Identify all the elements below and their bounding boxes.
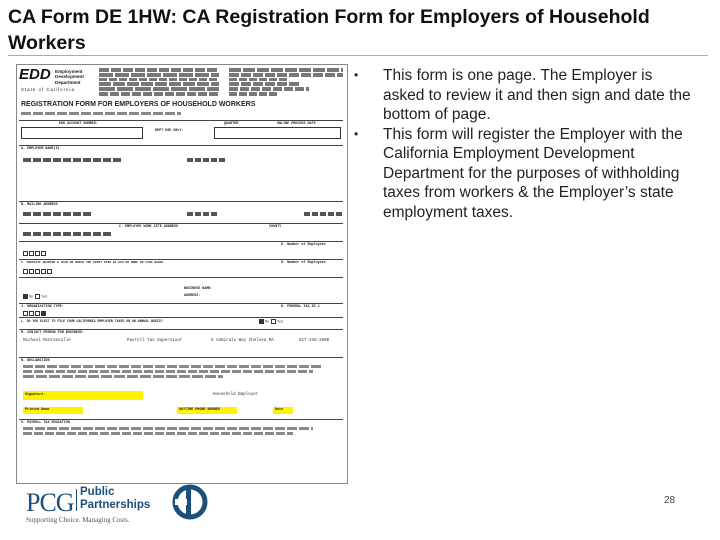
dc-logo-icon	[172, 482, 208, 522]
section-f: F. INDICATE QUARTER & YEAR IN WHICH YOU FIRST PAID $1,000 OR MORE IN CASH WAGES G. Number of Employees	[19, 259, 343, 278]
pcg-letters: PCG	[26, 488, 74, 517]
signature-label: Signature:	[25, 393, 46, 397]
bullet-item: • This form is one page. The Employer is asked to review it and then sign and date the bottom of page.	[354, 67, 691, 123]
edd-logo: EDD	[19, 66, 51, 83]
form-instructions-block	[99, 68, 219, 96]
section-o: O. PAYROLL TAX EDUCATION	[19, 419, 343, 450]
section-b: B. MAILING ADDRESS	[19, 201, 343, 220]
bullet-list	[352, 66, 692, 222]
edd-mailing-address-block	[229, 68, 343, 96]
section-j-k: J. ORGANIZATION TYPE: K. FEDERAL TAX ID #	[19, 303, 343, 318]
section-h-i: BUSINESS NAME: ADDRESS: No Yes	[19, 277, 343, 304]
section-m: M. CONTACT PERSON FOR BUSINESS: Michael McGranville Payroll Tax Supervisor 6 Admirals Way Chelsea MA 617-336-2000	[19, 329, 343, 356]
account-row: EDD ACCOUNT NUMBER: DEPT USE ONLY: QUARTER ONLINE PROCESS DATE	[19, 120, 343, 139]
state-of-california: State of California	[21, 87, 75, 92]
section-a: A. EMPLOYER NAME(S)	[19, 145, 343, 172]
title-divider	[8, 55, 708, 56]
bullet-item: • This form will register the Employer with the California Employment Development Department for the purposes of withholding taxes from workers & the Employer’s state employment taxes.	[354, 125, 683, 221]
print-name-label: Printed Name	[25, 408, 50, 412]
date-label: Date	[275, 408, 284, 412]
form-title: REGISTRATION FORM FOR EMPLOYERS OF HOUSEHOLD WORKERS	[21, 101, 256, 108]
form-subtitle	[21, 112, 181, 115]
form-de1hw-image	[16, 64, 348, 484]
phone-label: DAYTIME PHONE NUMBER	[179, 408, 220, 412]
bullet-dot-icon: •	[354, 68, 359, 82]
signature-title-value: Household Employer	[213, 393, 259, 397]
edd-agency-name: Employment Development Department	[55, 69, 84, 85]
public-partnerships-name: Public Partnerships	[80, 486, 151, 511]
pcg-tagline: Supporting Choice. Managing Costs.	[26, 516, 130, 524]
section-n: N. DECLARATION	[19, 357, 343, 388]
section-d-e: E. Number of Employees	[19, 241, 343, 260]
logo-separator	[76, 489, 77, 511]
slide-title: CA Form DE 1HW: CA Registration Form for Employers of Household Workers	[8, 6, 650, 54]
section-l: L. DO YOU ELECT TO FILE YOUR CALIFORNIA EMPLOYER TAXES ON AN ANNUAL BASIS? No Yes	[19, 317, 343, 328]
bullet-dot-icon: •	[354, 126, 359, 141]
page-number: 28	[664, 495, 676, 506]
section-c: C. EMPLOYEE WORK SITE ADDRESS COUNTY	[19, 223, 343, 242]
pcg-logo	[26, 482, 166, 522]
